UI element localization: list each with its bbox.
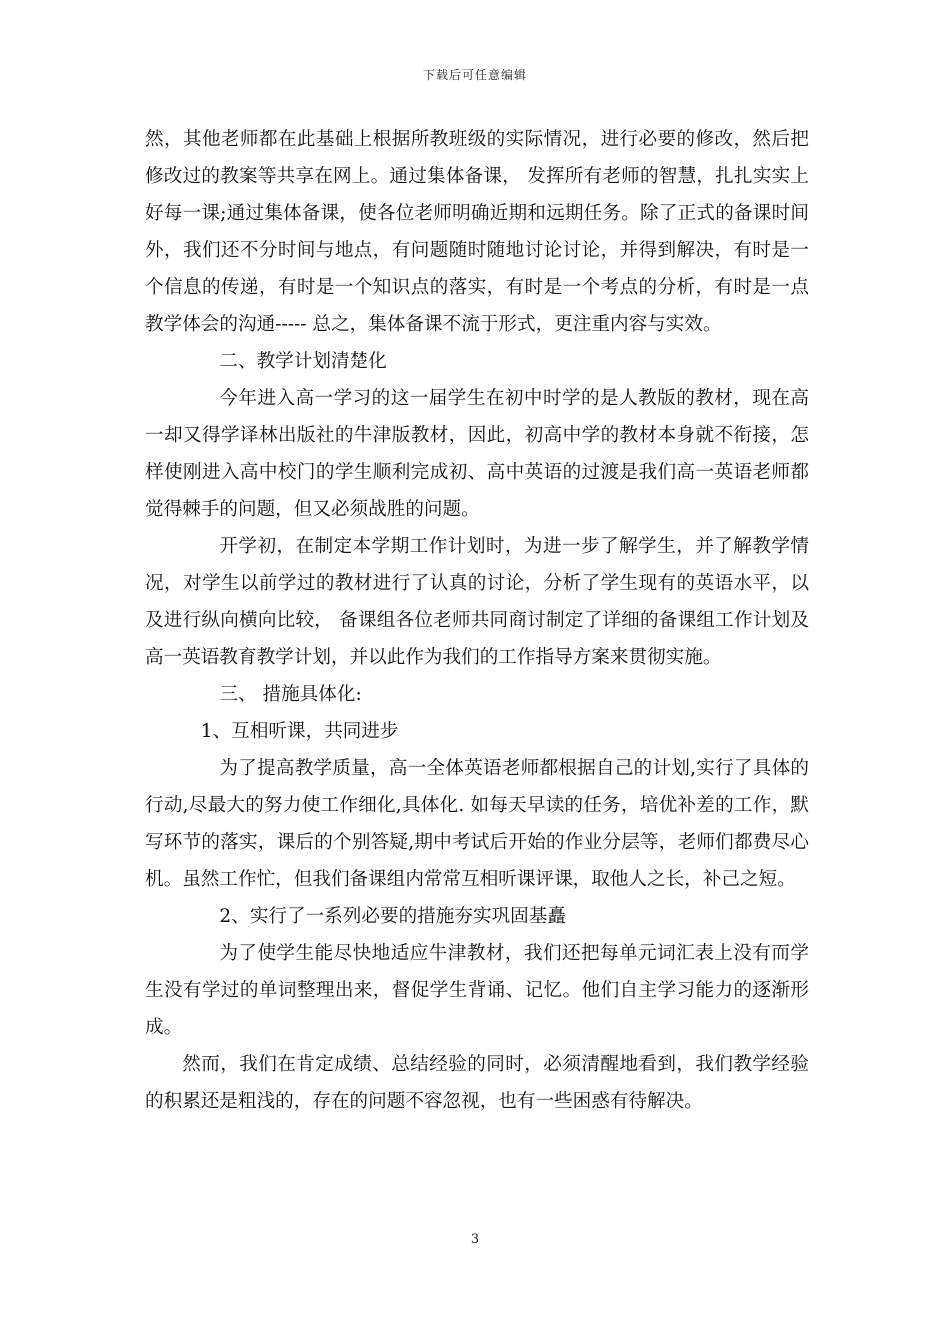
paragraph-teaching-quality: 为了提高教学质量，高一全体英语老师都根据自己的计划,实行了具体的行动,尽最大的努力使工作细化,具体化. 如每天早读的任务，培优补差的工作，默写环节的落实，课后的个别答疑,期中考试后开始的作业分层等，老师们都费尽心机。虽然工作忙，但我们备课组内常常互相听课评课，取他人之长，补己之短。	[145, 758, 809, 890]
paragraph-semester-plan: 开学初，在制定本学期工作计划时，为进一步了解学生，并了解教学情况，对学生以前学过的教材进行了认真的讨论，分析了学生现有的英语水平，以及进行纵向横向比较， 备课组各位老师共同商讨制定了详细的备课组工作计划及高一英语教育教学计划，并以此作为我们的工作指导方案来贯彻实施。	[145, 536, 809, 668]
paragraph-conclusion: 然而，我们在肯定成绩、总结经验的同时，必须清醒地看到，我们教学经验的积累还是粗浅的，存在的问题不容忽视，也有一些困惑有待解决。	[145, 1054, 809, 1112]
paragraph-continuation: 然，其他老师都在此基础上根据所教班级的实际情况，进行必要的修改，然后把修改过的教案等共享在网上。通过集体备课， 发挥所有老师的智慧，扎扎实实上好每一课;通过集体备课，使各位老师明确近期和远期任务。除了正式的备课时间外，我们还不分时间与地点，有问题随时随地讨论讨论，并得到解决，有时是一个信息的传递，有时是一个知识点的落实，有时是一个考点的分析，有时是一点教学体会的沟通----- 总之，集体备课不流于形式，更注重内容与实效。	[145, 129, 809, 335]
subheading-mutual-lessons: 1、互相听课，共同进步	[200, 721, 399, 742]
document-body	[145, 121, 809, 1120]
subheading-measures-foundation: 2、实行了一系列必要的措施夯实巩固基矗	[219, 906, 566, 927]
page-number: 3	[470, 1232, 480, 1247]
paragraph-vocabulary: 为了使学生能尽快地适应牛津教材，我们还把每单元词汇表上没有而学生没有学过的单词整理出来，督促学生背诵、记忆。他们自主学习能力的逐渐形成。	[145, 943, 809, 1038]
section-heading-measures: 三、 措施具体化:	[219, 684, 362, 705]
section-heading-teaching-plan: 二、教学计划清楚化	[219, 351, 387, 372]
page-header: 下载后可任意编辑	[422, 68, 527, 82]
paragraph-textbook-transition: 今年进入高一学习的这一届学生在初中时学的是人教版的教材，现在高一却又得学译林出版社的牛津版教材，因此，初高中学的教材本身就不衔接，怎样使刚进入高中校门的学生顺利完成初、高中英语的过渡是我们高一英语老师都觉得棘手的问题，但又必须战胜的问题。	[145, 388, 809, 520]
